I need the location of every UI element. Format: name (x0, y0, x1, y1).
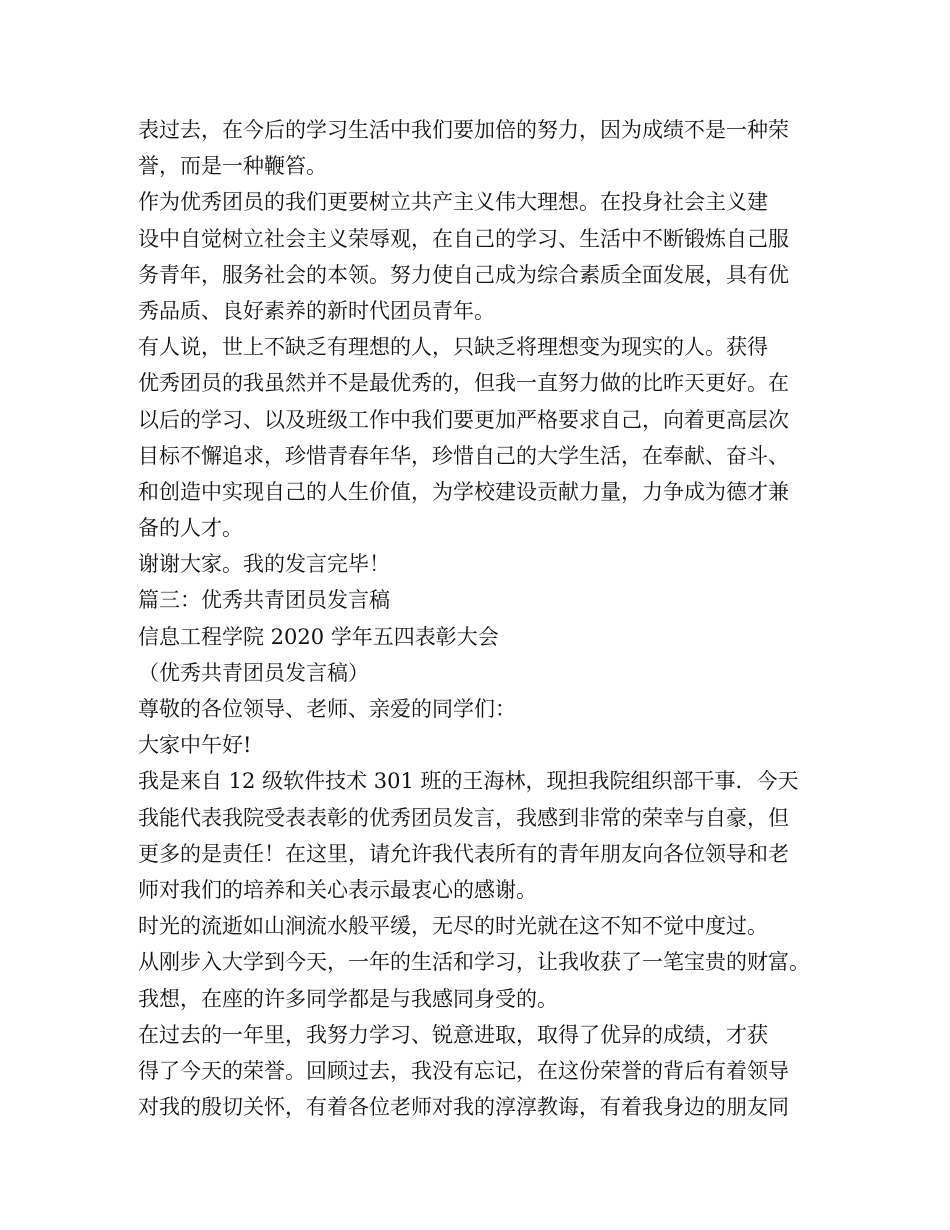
text-line: 信息工程学院 2020 学年五四表彰大会 (138, 624, 499, 649)
section-heading: 篇三：优秀共青团员发言稿 (138, 588, 390, 613)
text-line: 在过去的一年里，我努力学习、锐意进取，取得了优异的成绩，才获 (138, 1022, 768, 1047)
text-line: 对我的殷切关怀，有着各位老师对我的淳淳教诲，有着我身边的朋友同 (138, 1095, 789, 1120)
text-line: （优秀共青团员发言稿） (138, 660, 369, 685)
text-line: 作为优秀团员的我们更要树立共产主义伟大理想。在投身社会主义建 (138, 190, 768, 215)
text-line: 我想，在座的许多同学都是与我感同身受的。 (138, 986, 558, 1011)
text-line: 秀品质、良好素养的新时代团员青年。 (138, 298, 495, 323)
text-line: 和创造中实现自己的人生价值，为学校建设贡献力量，力争成为德才兼 (138, 479, 789, 504)
text-line: 设中自觉树立社会主义荣辱观，在自己的学习、生活中不断锻炼自己服 (138, 226, 789, 251)
text-line: 备的人才。 (138, 516, 243, 541)
document-body (138, 112, 818, 1125)
text-line: 我能代表我院受表表彰的优秀团员发言，我感到非常的荣幸与自豪，但 (138, 805, 789, 830)
text-line: 尊敬的各位领导、老师、亲爱的同学们： (138, 697, 516, 721)
text-line: 誉，而是一种鞭笞。 (138, 154, 327, 179)
text-line: 以后的学习、以及班级工作中我们要更加严格要求自己，向着更高层次 (138, 407, 789, 432)
text-line: 大家中午好! (138, 733, 252, 758)
text-line: 目标不懈追求，珍惜青春年华，珍惜自己的大学生活，在奉献、奋斗、 (138, 443, 789, 468)
text-line: 得了今天的荣誉。回顾过去，我没有忘记，在这份荣誉的背后有着领导 (138, 1058, 789, 1083)
text-line: 优秀团员的我虽然并不是最优秀的，但我一直努力做的比昨天更好。在 (138, 371, 789, 396)
text-line: 有人说，世上不缺乏有理想的人，只缺乏将理想变为现实的人。获得 (138, 335, 768, 360)
text-line: 我是来自 12 级软件技术 301 班的王海林，现担我院组织部干事．今天 (138, 769, 799, 794)
text-line: 更多的是责任！在这里，请允许我代表所有的青年朋友向各位领导和老 (138, 841, 789, 866)
text-line: 师对我们的培养和关心表示最衷心的感谢。 (138, 877, 537, 902)
text-line: 务青年，服务社会的本领。努力使自己成为综合素质全面发展，具有优 (138, 262, 789, 287)
text-line: 时光的流逝如山涧流水般平缓，无尽的时光就在这不知不觉中度过。 (138, 914, 768, 939)
text-line: 从刚步入大学到今天，一年的生活和学习，让我收获了一笔宝贵的财富。 (138, 950, 810, 975)
text-line: 表过去，在今后的学习生活中我们要加倍的努力，因为成绩不是一种荣 (138, 118, 789, 142)
text-line: 谢谢大家。我的发言完毕！ (138, 552, 390, 577)
